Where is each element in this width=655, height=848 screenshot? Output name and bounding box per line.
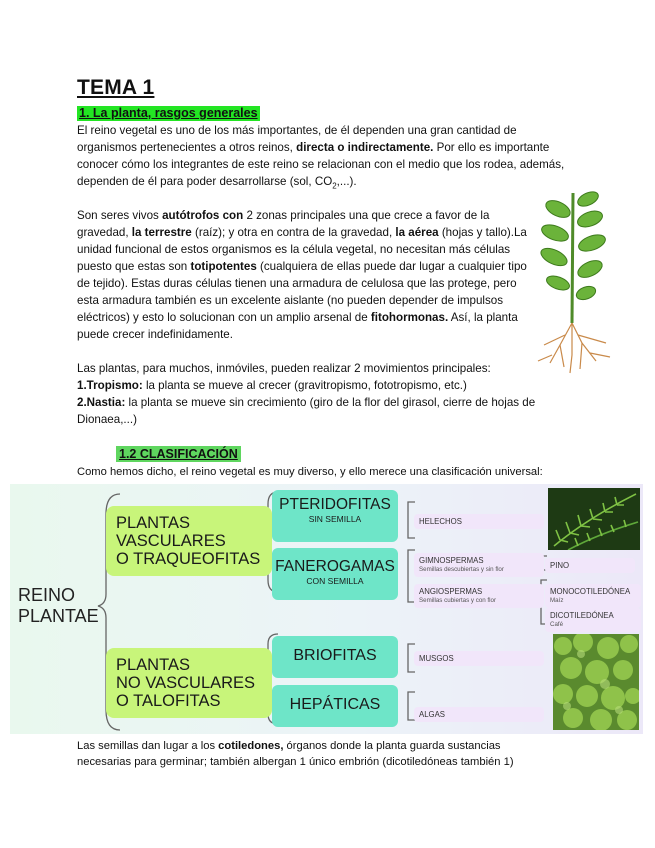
paragraph-movimientos: Las plantas, para muchos, inmóviles, pueden realizar 2 movimientos principales: [77,362,491,375]
root-label: REINO PLANTAE [18,585,99,626]
paragraph-cotiledones: Las semillas dan lugar a los cotiledones, órganos donde la planta guarda sustancias necesarias para germinar; también albergan 1 único embrión (dicotiledóneas también 1) [77,740,514,768]
paragraph-tropismo: 1.Tropismo: la planta se mueve al crecer (gravitropismo, fototropismo, etc.) [77,379,467,392]
hepaticas-box: HEPÁTICAS [272,685,398,727]
nonvascular-plants-box: PLANTAS NO VASCULARES O TALOFITAS [106,648,272,718]
pino-box: PINO [545,558,635,573]
fanerogamas-box: FANEROGAMAS CON SEMILLA [272,548,398,600]
fern-photo [548,488,640,550]
pteridofitas-box: PTERIDOFITAS SIN SEMILLA [272,490,398,542]
musgos-box: MUSGOS [414,651,544,666]
classification-intro: Como hemos dicho, el reino vegetal es muy diverso, y ello merece una clasificación universal: [77,466,543,478]
monocotiledonea-box: MONOCOTILEDÓNEA Maíz [545,584,641,608]
vascular-plants-box: PLANTAS VASCULARES O TRAQUEOFITAS [106,506,272,576]
briofitas-box: BRIOFITAS [272,636,398,678]
paragraph-intro: El reino vegetal es uno de los más importantes, de él dependen una gran cantidad de organismos pertenecientes a otros reinos, directa o indirectamente. Por ello es importante conocer cómo los integrantes de este reino se relacionan con el medio que los rodea, además, dependen de él para poder desarrollarse (sol, $CO_2$,...). [77,124,565,191]
paragraph-nastia: 2.Nastia: la planta se mueve sin crecimiento (giro de la flor del girasol, cierre de hojas de Dionaea,...) [77,396,536,426]
paragraph-autotrofos: Son seres vivos autótrofos con 2 zonas principales una que crece a favor de la gravedad, la terrestre (raíz); y otra en contra de la gravedad, la aérea (hojas y tallo).La unidad funcional de estos organismos es la célula vegetal, no necesitan más células puesto que estas son totipotentes (cualquiera de ellas puede dar lugar a cualquier tipo de tejido). Estas duras células tienen una armadura de celulosa que las protege, pero esta armadura también es un excelente aislante (no pueden depender de impulsos eléctricos) y esto lo solucionan con un amplio arsenal de fitohormonas. Así, la planta puede crecer indefinidamente. [77,209,527,341]
section-heading-1: 1. La planta, rasgos generales [79,106,258,120]
angiospermas-box: ANGIOSPERMAS Semillas cubiertas y con flor [414,584,544,608]
helechos-box: HELECHOS [414,514,544,529]
dicotiledonea-box: DICOTILEDÓNEA Café [545,608,641,632]
algas-box: ALGAS [414,707,544,722]
gimnospermas-box: GIMNOSPERMAS Semillas descubiertas y sin flor [414,553,544,577]
plant-illustration [530,185,620,375]
moss-photo [553,634,639,730]
section-heading-2: 1.2 CLASIFICACIÓN [116,446,241,462]
classification-diagram [10,484,643,734]
page-title: TEMA 1 [77,76,155,99]
